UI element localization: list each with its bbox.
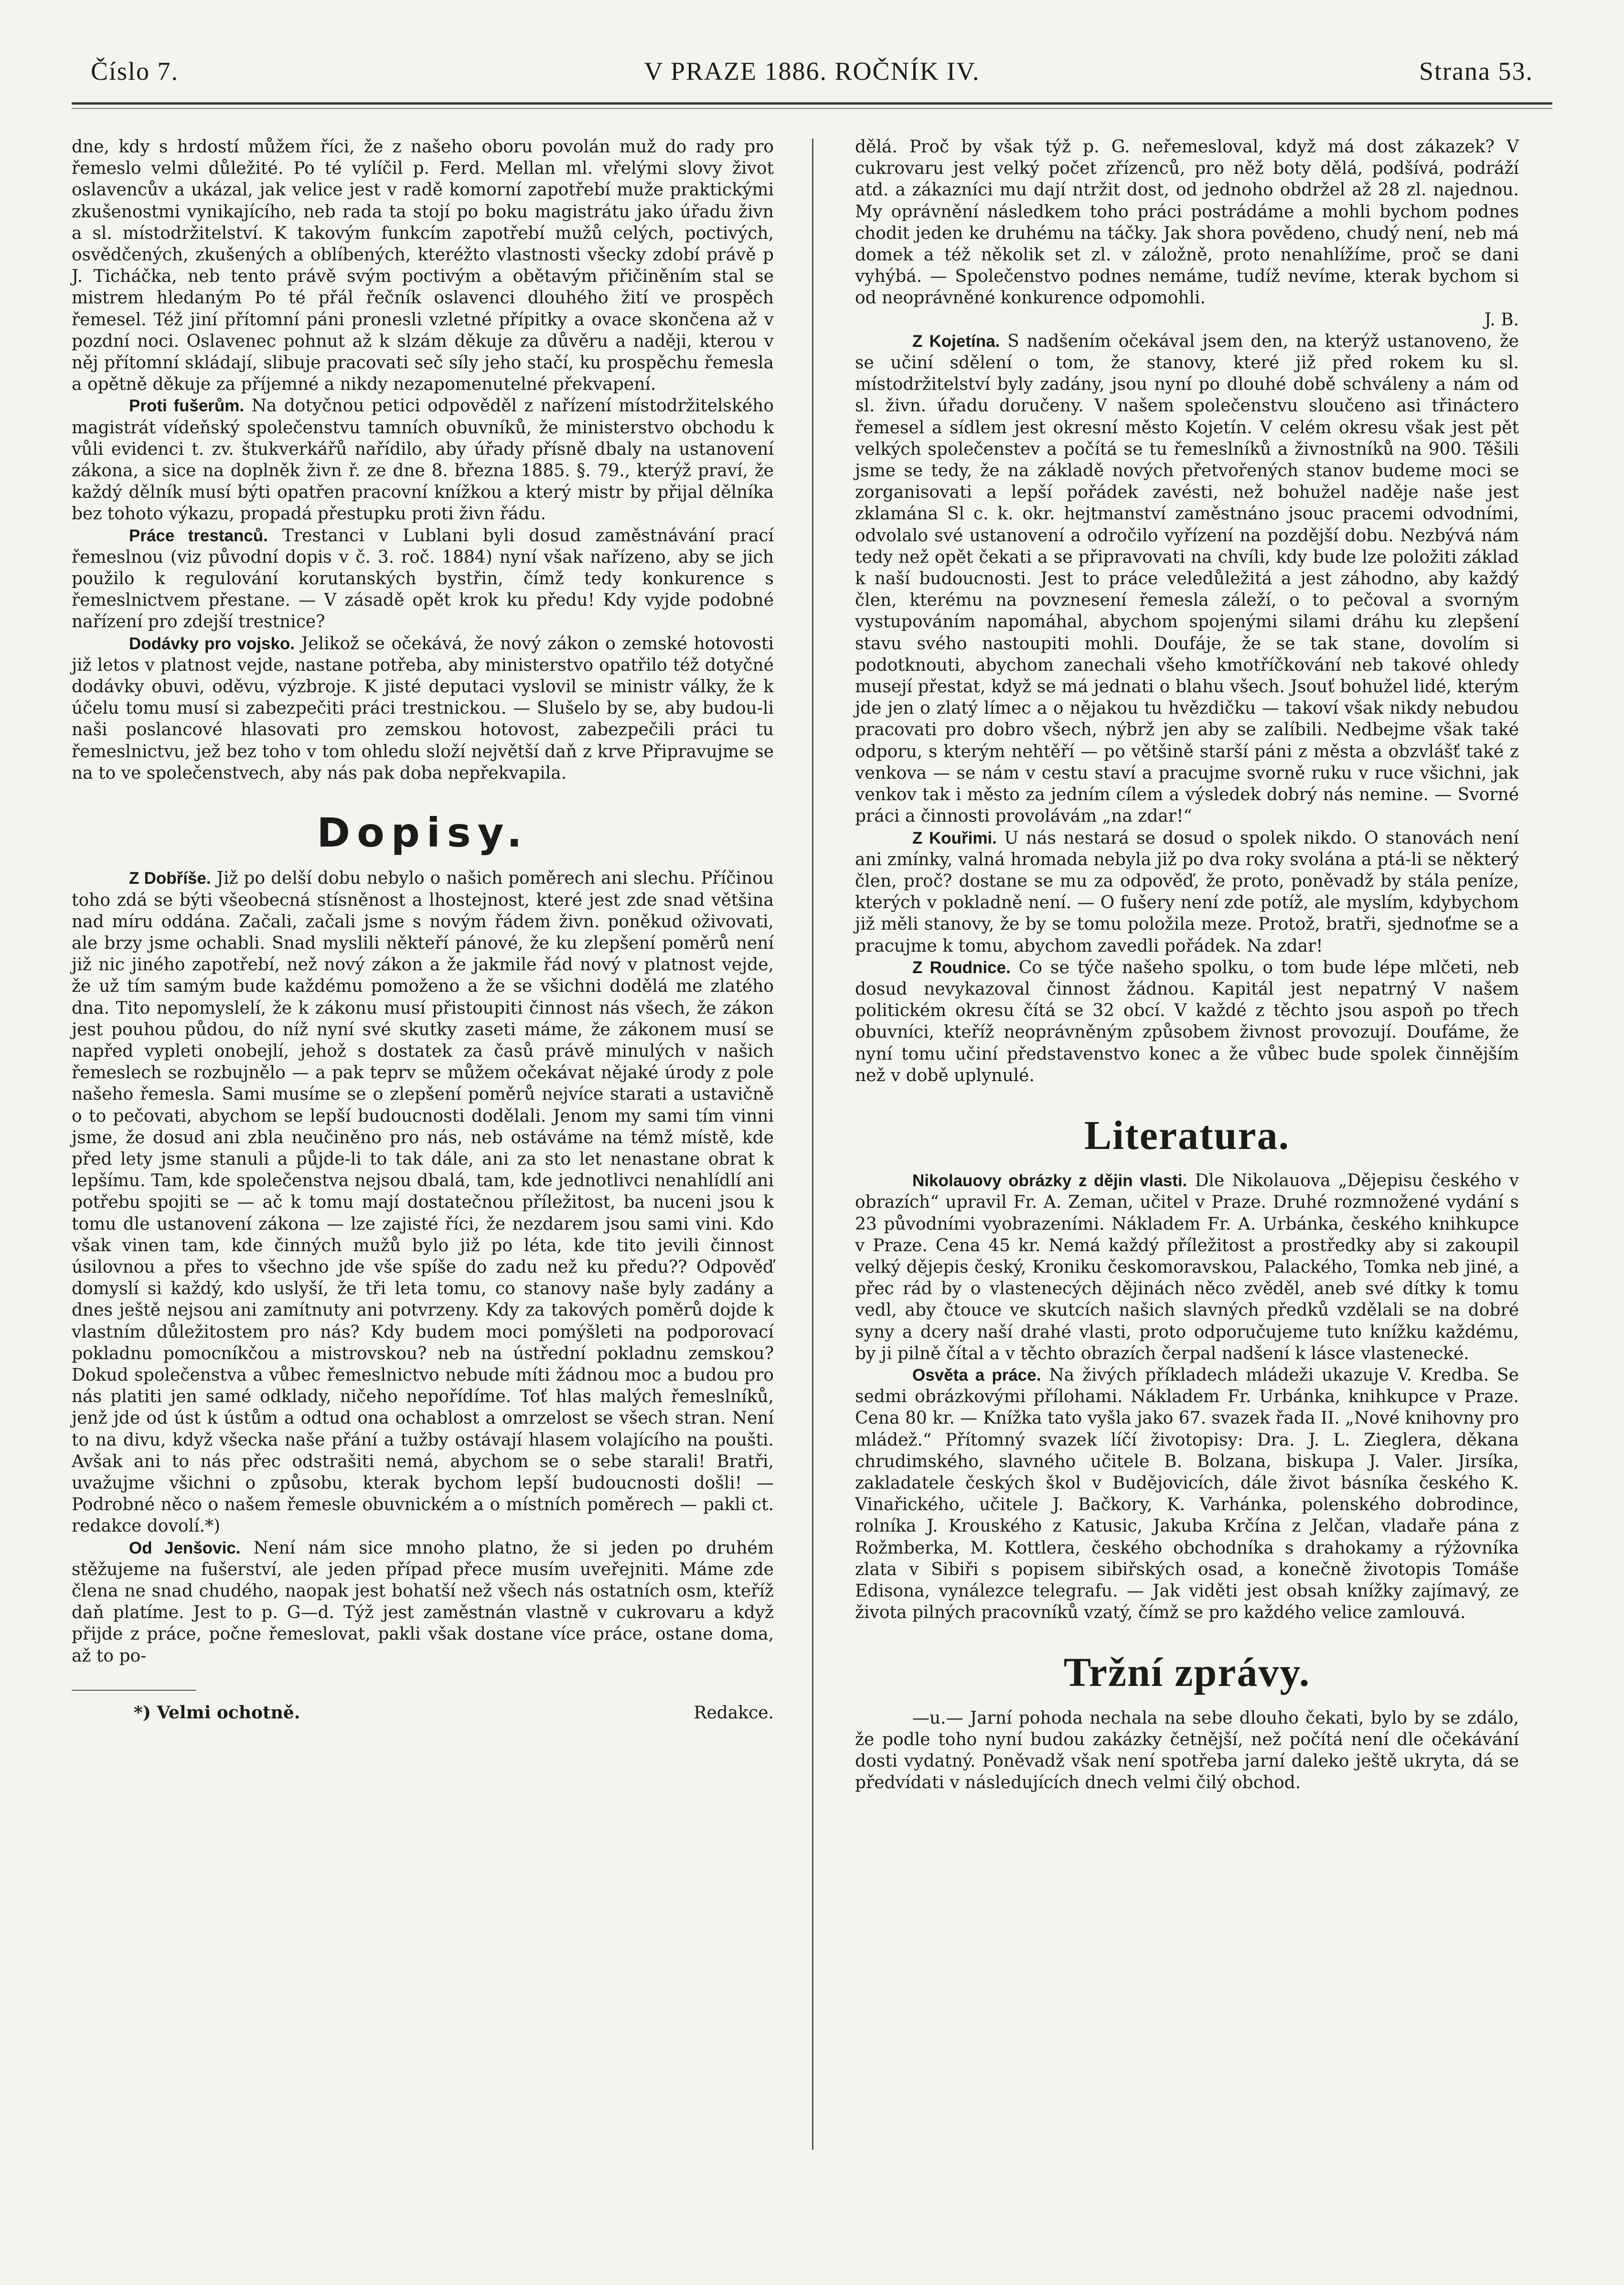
article-lead: Z Roudnice.	[912, 958, 1011, 977]
issue-date-volume: V PRAZE 1886. ROČNÍK IV.	[644, 57, 980, 86]
article-lead: Osvěta a práce.	[912, 1365, 1041, 1384]
article-body: Na dotyčnou petici odpověděl z nařízení místodržitelského magistrát vídeňský společenstvu tamních obuvníků, že ministerstvo obchodu k vůli evidenci t. zv. štukverkářů nařídilo, aby úřady přísně dbaly na ustanovení zákona, a sice na doplněk živn ř. ze dne 8. března 1885. §. 79., kterýž praví, že každý dělník musí býti opatřen pracovní knížkou a který mistr by přijal dělníka bez tohoto výkazu, propadá přestupku proti živn řádu.	[72, 396, 774, 524]
article-body: Jelikož se očekává, že nový zákon o zemské hotovosti již letos v platnost vejde, nastane potřeba, aby ministerstvo opatřilo též dotyčné dodávky obuvi, oděvu, výzbroje. K jisté deputaci vyslovil se ministr války, že k účelu tomu musí si zabezpečiti práci trestnickou. — Slušelo by se, aby budou-li naši poslancové hlasovati pro zemskou hotovost, zabezpečili práci tu řemeslnictvu, jež bez toho v tom ohledu složí největší daň z krve Připravujme se na to ve společenstvech, aby nás pak doba nepřekvapila.	[72, 633, 774, 783]
letter-z-kourimi	[855, 827, 1519, 957]
footnote-rule	[72, 1690, 196, 1691]
section-title-trzni-zpravy: Tržní zprávy.	[1063, 1649, 1311, 1695]
footnote	[72, 1702, 774, 1724]
article-body: Již po delší dobu nebylo o našich poměrech ani slechu. Příčinou toho zdá se býti všeobecná stísněnost a lhostejnost, které jest zde snad většina nad míru oddána. Začali, začali jsme s novým řádem živn. poněkud oživovati, ale brzy jsme ochabli. Snad myslili někteří pánové, že ku zlepšení poměrů není již nic jiného zapotřebí, než nový zákon a že jakmile řád nový v platnost vejde, že už tím samým bude každému pomoženo a že se všichni dodělá me zlatého dna. Tito nepomyslelí, že k zákonu musí přistoupiti činnost nás všech, že zákon jest pouhou půdou, do níž nyní své skutky zaseti máme, že zákonem musí se napřed vypleti onobejlí, jehož s dostatek za časů právě minulých v našich řemeslech se rozbujnělo — a pak teprv se můžem očekávat nějaké úrody z pole našeho řemesla. Sami musíme se o zlepšení poměrů nejvíce starati a ustavičně o to pečovati, abychom se lepší budoucnosti dodělali. Jenom my sami tím vinni jsme, že dosud ani zbla neučiněno pro nás, neb ostáváme na témž místě, kde před lety jsme stanuli a půjde-li to tak dále, ani za sto let nenastane obrat k lepšímu. Tam, kde společenstva nejsou dbalá, tam, kde jednotlivci nenahlídlí ani potřebu spojiti se — ač k tomu mají dostatečnou příležitost, ba nuceni jsou k tomu dle ustanovení zákona — lze zajisté říci, že nezdarem jsou sami vini. Kdo však vinen tam, kde činných mužů bylo již po léta, kde tito jevili činnost úsilovnou a přes to všechno jde vše spíše do zadu než ku předu?? Odpověď domyslí si každý, kdo uslyší, že tři leta tomu, co stanovy naše byly zadány a dnes ještě nejsou ani zamítnuty ani potvrzeny. Kdy za takových poměrů dojde k vlastním důležitostem pro nás? Kdy budem moci pomýšleti na podporovací pokladnu pomocníkčou a mistrovskou? neb na ústřední pokladnu zemskou? Dokud společenstva a vůbec řemeslnictvo nebude míti žádnou moc a budou pro nás platiti jen samé odklady, ničeho nepořídíme. Toť hlas malých řemeslníků, jenž jde od úst k ústům a odtud ona ochablost a omrzelost se všech stran. Není to na divu, když všecka naše přání a tužby ostávají hlasem volajícího na poušti. Avšak ani to nás přec odstrašiti nemá, abychom se o sebe starali! Bratři, uvažujme všichni o způsobu, kterak bychom lepší budoucnosti došli! — Podrobné něco o našem řemesle obuvnickém a o místních poměrech — pakli ct. redakce dovolí.*)	[72, 869, 774, 1536]
article-lead: Nikolauovy obrázky z dějin vlasti.	[912, 1171, 1187, 1191]
letter-z-dobrise	[72, 868, 774, 1537]
review-nikolauovy-obrazky	[855, 1170, 1519, 1364]
article-lead: Dodávky pro vojsko.	[129, 634, 295, 653]
article-lead: Od Jenšovic.	[129, 1538, 241, 1557]
article-proti-fuserum	[72, 395, 774, 525]
article-body: Trestanci v Lublani byli dosud zaměstnávání prací řemeslnou (viz původní dopis v č. 3. roč. 1884) nyní však nařízeno, aby se jich použilo k regulování korutanských bystřin, čímž tedy konkurence s řemeslnictvem přestane. — V zásadě opět krok ku předu! Kdy vyjde podobné nařízení pro zdejší trestnice?	[72, 526, 774, 632]
letter-signature: J. B.	[1484, 310, 1519, 330]
article-dodavky-pro-vojsko	[72, 633, 774, 784]
page-header	[91, 56, 1533, 99]
article-continuation: dne, kdy s hrdostí můžem říci, že z našeho oboru povolán muž do rady pro řemeslo velmi důležité. Po té vylíčil p. Ferd. Mellan ml. vřelými slovy život oslavencův a ukázal, jak velice jest v radě komorní zapotřebí muže praktickými zkušenostmi vynikajícího, neb rada ta stojí po boku magistrátu jako úřadu živn a sl. místodržitelství. K takovým funkcím zapotřebí mužů celých, poctivých, osvědčených, zkušených a oblíbených, kteréžto vlastnosti všecky zdobí právě p J. Ticháčka, neb tento právě svým poctivým a obětavým přičiněním stal se mistrem hledaným Po té přál řečník oslavenci dlouhého žití ve prospěch řemesel. Též jiní přítomní páni pronesli vzletné přípitky a ovace skončena až v pozdní noci. Oslavenec pohnut až k slzám děkuje za důvěru a naději, kterou v něj přítomní skládají, slibuje pracovati seč síly jeho stačí, ku prospěchu řemesla a opětně děkuje za příjemné a nikdy nezapomenutelné překvapení.	[72, 137, 774, 395]
article-body: Není nám sice mnoho platno, že si jeden po druhém stěžujeme na fušerství, ale jeden případ přece musím uveřejniti. Máme zde člena ne snad chudého, naopak jest bohatší než všech nás ostatních osm, kteříž daň platíme. Jest to p. G—d. Týž jest zaměstnán vlastně v cukrovaru a když přijde z práce, počne řemeslovat, pakli však dostane více práce, ostane doma, až to po-	[72, 1538, 774, 1666]
article-body: Na živých příkladech mládeži ukazuje V. Kredba. Se sedmi obrázkovými přílohami. Nákladem Fr. Urbánka, knihkupce v Praze. Cena 80 kr. — Knížka tato vyšla jako 67. svazek řada II. „Nové knihovny pro mládež.“ Přítomný svazek líčí životopisy: Dra. J. L. Zieglera, děkana chrudimského, slavného učitele B. Bolzana, biskupa J. Valer. Jirsíka, zakladatele českých škol v Budějovicích, dále život básníka českého K. Vinařického, učitele J. Bačkory, K. Varhánka, polenského dobrodince, rolníka J. Krouského z Katusic, Jakuba Krčína z Jelčan, vladaře pána z Rožmberka, M. Kottlera, českého obchodníka s drahokamy a rýžovníka zlata v Sibiři s popisem sibiřských osad, a konečně životopis Tomáše Edisona, vynálezce telegrafu. — Jak viděti jest obsah knížky zajímavý, ze života pilných pracovníků vzatý, čímž se pro každého velice zamlouvá.	[855, 1365, 1519, 1623]
article-body: U nás nestará se dosud o spolek nikdo. O stanovách není ani zmínky, valná hromada nebyla již po dva roky svolána a ptá-li se některý člen, proč? dostane se mu za odpověď, že proto, poněvadž by stála peníze, kterých v pokladně není. — O fušery není zde potíž, ale myslím, kdybychom již měli stanovy, že by se tomu položila meze. Protož, bratři, sjednoťme se a pracujme k tomu, abychom zavedli pořádek. Na zdar!	[855, 828, 1519, 956]
section-title-dopisy: Dopisy.	[317, 809, 529, 857]
issue-number: Číslo 7.	[91, 57, 179, 86]
article-body: S nadšením očekával jsem den, na kterýž ustanoveno, že se učiní sdělení o tom, že stanovy, které již před rokem ku sl. místodržitelství byly zadány, jsou nyní po dlouhé době schváleny a nám od sl. živn. úřadu doručeny. V našem společenstvu sloučeno asi třináctero řemesel a sídlem jest okresní město Kojetín. V celém okresu však jest pět velkých společenstev a počítá se tu řemeslníků a živnostníků na 900. Těšili jsme se tedy, že na základě nových přetvořených stanov budeme moci se zorganisovati a lepší pořádek zavésti, než bohužel naděje naše jest zklamána Sl c. k. okr. hejtmanství zaměstnáno jsouc pracemi odvodními, odvolalo své ustanovení a odročilo vyřízení na pozdější dobu. Nezbývá nám tedy než opět čekati a se připravovati na chvíli, kdy bude lze položiti základ k naší budoucnosti. Jest to práce veledůležitá a jest záhodno, aby každý člen, kterému na povznesení řemesla záleží, o to pečoval a svorným vystupováním napomáhal, abychom spojenými silami dráhu ku zlepšení stavu svého nastoupiti mohli. Doufáje, že se tak stane, dovolím si podotknouti, abychom zanechali všeho kmotříčkování neb takové ohledy musejí přestat, když se má jednati o blahu všech. Jsouť bohužel lidé, kterým jde jen o zlatý límec a o nějakou tu hvězdičku — takoví však nikdy nebudou pracovati pro dobro všech, nýbrž jen aby se zalíbili. Nedbejme však také odporu, s kterým nehtěří — po většině starší páni z města a obzvlášť také z venkova — se nám v cestu staví a pracujme svorně ruku v ruce všichni, jak venkov tak i město za jedním cílem a výsledek dobrý nás nemine. — Svorné práci a činnosti provolávám „na zdar!“	[855, 331, 1519, 826]
article-prace-trestancu	[72, 525, 774, 633]
article-lead: Práce trestanců.	[129, 526, 268, 545]
page-number: Strana 53.	[1419, 57, 1533, 86]
left-column	[72, 136, 774, 1724]
article-lead: Proti fušerům.	[129, 397, 245, 416]
article-lead: Z Dobříše.	[129, 869, 211, 888]
footnote-text: *) Velmi ochotně.	[134, 1702, 300, 1723]
section-title-literatura: Literatura.	[1084, 1112, 1290, 1158]
review-osveta-a-prace	[855, 1364, 1519, 1623]
letter-z-kojetina	[855, 331, 1519, 827]
header-rule	[72, 102, 1552, 105]
article-body: Dle Nikolauova „Dějepisu českého v obrazích“ upravil Fr. A. Zeman, učitel v Praze. Druhé rozmnožené vydání s 23 původními vyobrazeními. Nákladem Fr. A. Urbánka, českého knihkupce v Praze. Cena 45 kr. Nemá každý příležitost a prostředky aby si zakoupil velký dějepis český, Kroniku českomoravskou, Palackého, Tomka neb jiné, a přec rád by o vlastenecých dějinách něco zvěděl, aneb své dítky k tomu vedl, aby čtouce ve skutcích našich slavných předků vzdělali se na dobré syny a dcery naší drahé vlasti, proto odporučujeme tuto knížku každému, by ji pilně čítal a v těchto obrazích čerpal nadšení k lásce vlastenecké.	[855, 1171, 1519, 1363]
letter-continuation: dělá. Proč by však týž p. G. neřemesloval, když má dost zákazek? V cukrovaru jest velký počet zřízenců, pro něž boty dělá, podšívá, podráží atd. a zákazníci mu dají ntržit dost, od jednoho obdržel až 28 zl. najednou. My oprávnění následkem toho práci postrádáme a mohli bychom podnes chodit jeden ke druhému na táčky. Jak shora povědeno, chudý není, neb má domek a též několik set zl. v záložně, proto nenahlížíme, proč se dani vyhýbá. — Společenstvo podnes nemáme, tudíž nevíme, kterak bychom si od neoprávněné konkurence odpomohli.	[855, 137, 1519, 308]
right-column	[855, 136, 1519, 1793]
header-rule-thin	[72, 108, 1552, 109]
letter-z-roudnice	[855, 957, 1519, 1086]
article-lead: Z Kojetína.	[912, 332, 1000, 351]
letter-od-jensovic	[72, 1537, 774, 1667]
column-divider	[812, 139, 813, 2150]
market-report: —u.— Jarní pohoda nechala na sebe dlouho čekati, bylo by se zdálo, že podle toho nyní budou zakázky četnější, než počítá není dle očekávání dosti vydatný. Poněvadž však není spotřeba jarní daleko ještě ukryta, dá se předvídati v následujících dnech velmi čilý obchod.	[855, 1708, 1519, 1793]
article-body: Co se týče našeho spolku, o tom bude lépe mlčeti, neb dosud nevykazoval činnost žádnou. Kapitál jest nepatrný V našem politickém okresu čítá se 32 obcí. V každé z těchto jsou aspoň po třech obuvníci, kteříž neoprávněným způsobem živnost provozují. Doufáme, že nyní tomu učiní představenstvo konec a že vůbec bude spolek činnějším než v době uplynulé.	[855, 957, 1519, 1085]
article-lead: Z Kouřimi.	[912, 828, 997, 847]
footnote-signature: Redakce.	[694, 1703, 774, 1723]
